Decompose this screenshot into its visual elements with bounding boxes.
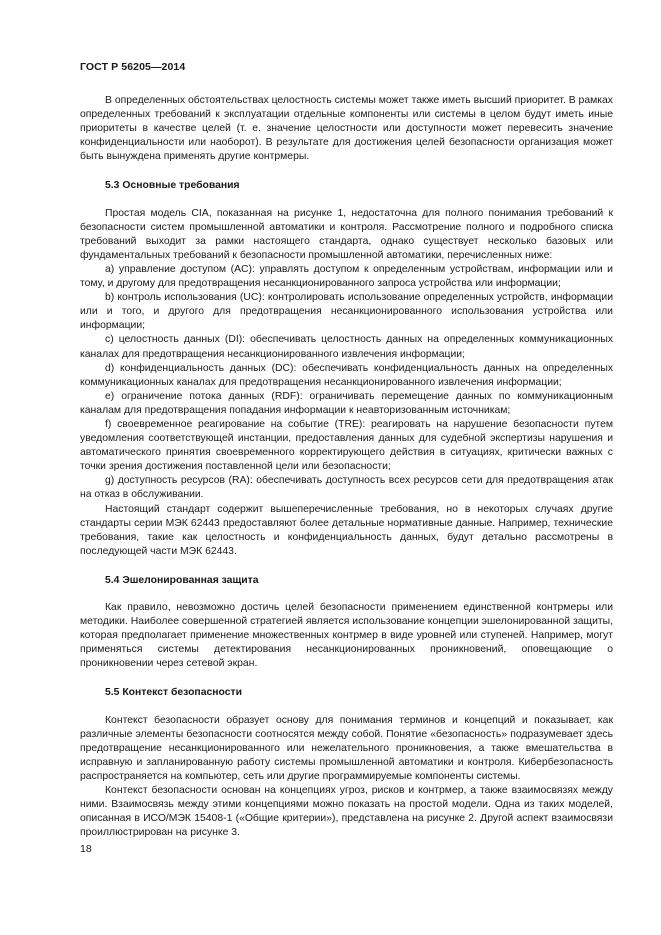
requirement-item-c: c) целостность данных (DI): обеспечивать целостность данных на определенных коммуникационных каналах для предотвращения несанкционированного извлечения информации;: [80, 334, 613, 360]
page-content: [80, 94, 613, 840]
section-5-5-paragraph: Контекст безопасности образует основу для понимания терминов и концепций и показывает, как различные элементы безопасности соотносятся между собой. Понятие «безопасность» подразумевает здесь предотвращение несанкционированного или нежелательного проникновения, а также вмешательства в исправную и запланированную работу системы промышленной автоматики и контроля. Кибербезопасность распространяется на компьютер, сеть или другие программируемые компоненты системы.: [80, 714, 613, 782]
requirement-item-g: g) доступность ресурсов (RA): обеспечивать доступность всех ресурсов сети для предотвращения атак на отказ в обслуживании.: [80, 475, 613, 501]
requirement-item-a: a) управление доступом (AC): управлять доступом к определенным устройствам, информации или и тому, и другому для предотвращения несанкционированного запроса устройства или информации;: [80, 263, 613, 290]
section-5-3-closing-paragraph: Настоящий стандарт содержит вышеперечисленные требования, но в некоторых случаях другие стандарты серии МЭК 62443 предоставляют более детальные нормативные данные. Например, технические требования, такие как целостность и конфиденциальность данных, будут детально рассмотрены в последующей части МЭК 62443.: [80, 503, 613, 557]
requirement-item-b: b) контроль использования (UC): контролировать использование определенных устройств, информации или и того, и другого для предотвращения несанкционированного использования устройства или информации;: [80, 292, 613, 332]
requirement-item-e: e) ограничение потока данных (RDF): ограничивать перемещение данных по коммуникационным каналам для предотвращения попадания информации к неавторизованным источникам;: [80, 390, 613, 416]
section-5-5-paragraph: Контекст безопасности основан на концепциях угроз, рисков и контрмер, а также взаимосвязях между ними. Взаимосвязь между этими концепциями можно показать на простой модели. Одна из таких моделей, описанная в ИСО/МЭК 15408-1 («Общие критерии»), представлена на рисунке 2. Другой аспект взаимосвязи проиллюстрирован на рисунке 3.: [80, 785, 613, 839]
requirement-item-f: f) своевременное реагирование на событие (TRE): реагировать на нарушение безопасности путем уведомления соответствующей инстанции, предоставления данных для судебной экспертизы нарушения и автоматического принятия своевременного корректирующего действия в ситуациях, критически важных с точки зрения достижения поставленной цели или безопасности;: [80, 418, 613, 473]
section-5-3-title: 5.3 Основные требования: [105, 180, 240, 192]
standard-header: ГОСТ Р 56205—2014: [80, 61, 186, 73]
section-5-4-title: 5.4 Эшелонированная защита: [105, 574, 259, 586]
page-number: 18: [80, 843, 92, 855]
section-5-3-paragraph: Простая модель CIA, показанная на рисунке 1, недостаточна для полного понимания требований к безопасности систем промышленной автоматики и контроля. Рассмотрение полного и подробного списка требований выходит за рамки настоящего стандарта, однако существует несколько базовых или фундаментальных требований к безопасности промышленной автоматики, перечисленных ниже:: [80, 207, 613, 261]
section-5-4-paragraph: Как правило, невозможно достичь целей безопасности применением единственной контрмеры или методики. Наиболее совершенной стратегией является использование концепции эшелонированной защиты, которая предполагает применение множественных контрмер в виде уровней или ступеней. Например, могут применяться системы детектирования несанкционированных проникновений, оповещающие о проникновении через сетевой экран.: [80, 602, 613, 670]
intro-paragraph: В определенных обстоятельствах целостность системы может также иметь высший приоритет. В рамках определенных требований к эксплуатации отдельные компоненты или системы в целом будут иметь иные приоритеты в качестве целей (т. е. значение целостности или доступности может перевесить значение конфиденциальности или наоборот). В результате для достижения целей безопасности организация может быть вынуждена применять другие контрмеры.: [80, 95, 613, 163]
requirement-item-d: d) конфиденциальность данных (DC): обеспечивать конфиденциальность данных на определенных коммуникационных каналах для предотвращения несанкционированного извлечения информации;: [80, 362, 613, 388]
section-5-5-title: 5.5 Контекст безопасности: [105, 687, 243, 699]
